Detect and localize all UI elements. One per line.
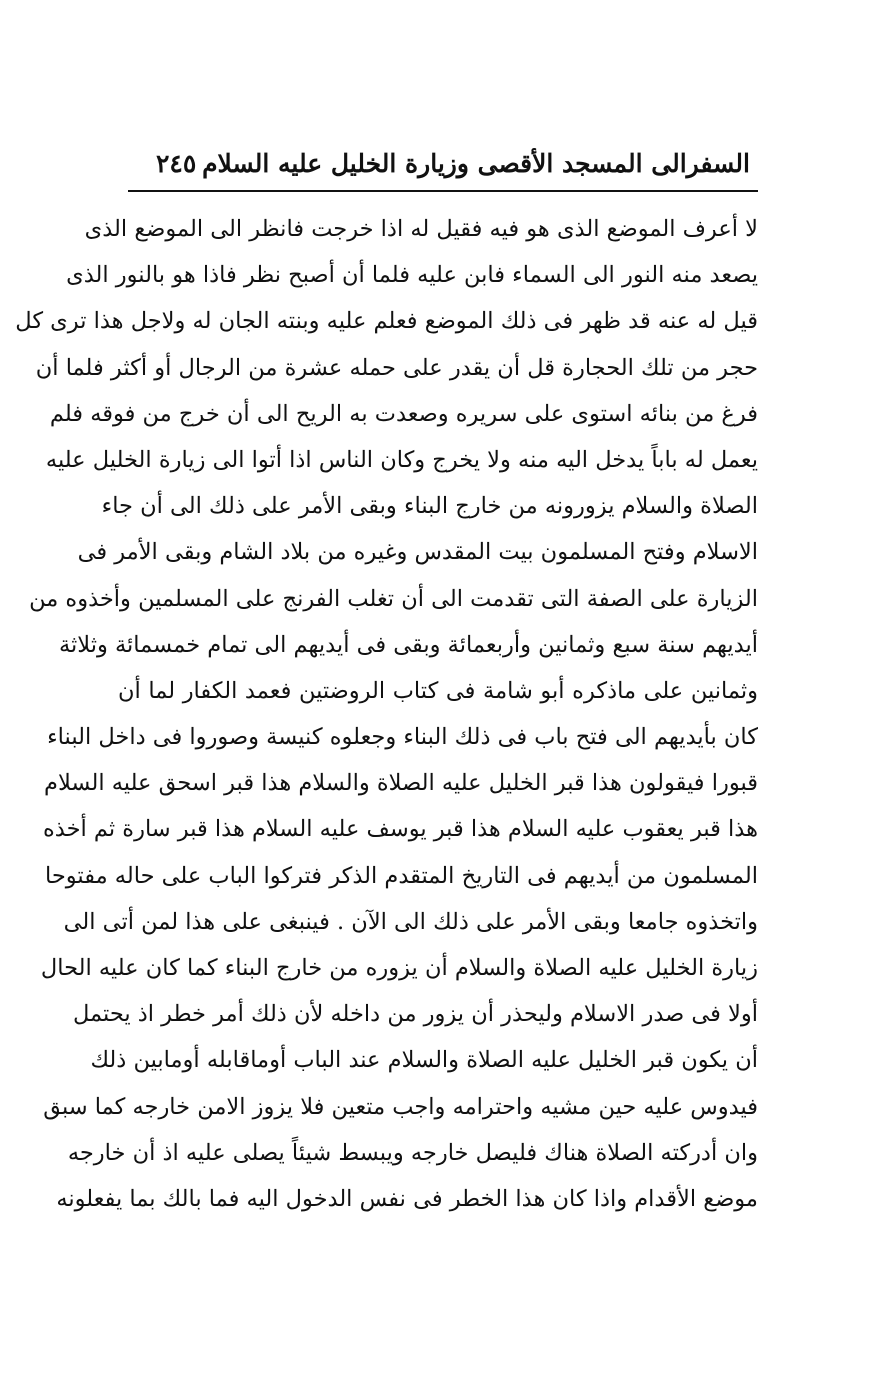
text-line: قبورا فيقولون هذا قبر الخليل عليه الصلاة والسلام هذا قبر اسحق عليه السلام — [44, 770, 758, 797]
header-divider — [128, 190, 758, 192]
text-line: أيديهم سنة سبع وثمانين وأربعمائة وبقى فى أيديهم الى تمام خمسمائة وثلاثة — [58, 631, 758, 658]
text-line: وثمانين على ماذكره أبو شامة فى كتاب الروضتين فعمد الكفار لما أن — [118, 677, 758, 704]
text-line: لا أعرف الموضع الذى هو فيه فقيل له اذا خرجت فانظر الى الموضع الذى — [84, 216, 758, 242]
page-header — [128, 138, 750, 188]
text-line: الزيارة على الصفة التى تقدمت الى أن تغلب الفرنج على المسلمين وأخذوه من — [29, 585, 758, 612]
running-title: السفرالى المسجد الأقصى وزيارة الخليل عليه السلام — [202, 148, 750, 178]
text-line: فرغ من بنائه استوى على سريره وصعدت به الريح الى أن خرج من فوقه فلم — [49, 400, 758, 427]
text-line: الاسلام وفتح المسلمون بيت المقدس وغيره من بلاد الشام وبقى الأمر فى — [77, 539, 758, 566]
text-line: موضع الأقدام واذا كان هذا الخطر فى نفس الدخول اليه فما بالك بما يفعلونه — [56, 1185, 758, 1212]
text-line: يصعد منه النور الى السماء فابن عليه فلما أن أصبح نظر فاذا هو بالنور الذى — [66, 262, 758, 289]
text-line: حجر من تلك الحجارة قل أن يقدر على حمله عشرة من الرجال أو أكثر فلما أن — [35, 354, 758, 381]
text-line: كان بأيديهم الى فتح باب فى ذلك البناء وجعلوه كنيسة وصوروا فى داخل البناء — [47, 724, 758, 751]
text-line: أن يكون قبر الخليل عليه الصلاة والسلام عند الباب أوماقابله أومابين ذلك — [90, 1047, 758, 1074]
text-line: قيل له عنه قد ظهر فى ذلك الموضع فعلم عليه وبنته الجان له ولاجل هذا ترى كل — [15, 308, 758, 335]
text-line: هذا قبر يعقوب عليه السلام هذا قبر يوسف عليه السلام هذا قبر سارة ثم أخذه — [42, 816, 758, 843]
text-line: فيدوس عليه حين مشيه واحترامه واجب متعين فلا يزوز الامن خارجه كما سبق — [43, 1093, 758, 1120]
text-line: المسلمون من أيديهم فى التاريخ المتقدم الذكر فتركوا الباب على حاله مفتوحا — [45, 862, 758, 889]
text-line: واتخذوه جامعا وبقى الأمر على ذلك الى الآن . فينبغى على هذا لمن أتى الى — [63, 908, 758, 935]
text-line: أولا فى صدر الاسلام وليحذر أن يزور من داخله لأن ذلك أمر خطر اذ يحتمل — [72, 1001, 758, 1028]
page-number: ٢٤٥ — [156, 148, 197, 178]
text-line: الصلاة والسلام يزورونه من خارج البناء وبقى الأمر على ذلك الى أن جاء — [101, 493, 758, 520]
text-line: يعمل له باباً يدخل اليه منه ولا يخرج وكان الناس اذا أتوا الى زيارة الخليل عليه — [45, 446, 758, 473]
body-text — [15, 206, 758, 1222]
text-line: وان أدركته الصلاة هناك فليصل خارجه ويبسط شيئاً يصلى عليه اذ أن خارجه — [67, 1139, 758, 1166]
text-line: زيارة الخليل عليه الصلاة والسلام أن يزوره من خارج البناء كما كان عليه الحال — [40, 955, 758, 981]
